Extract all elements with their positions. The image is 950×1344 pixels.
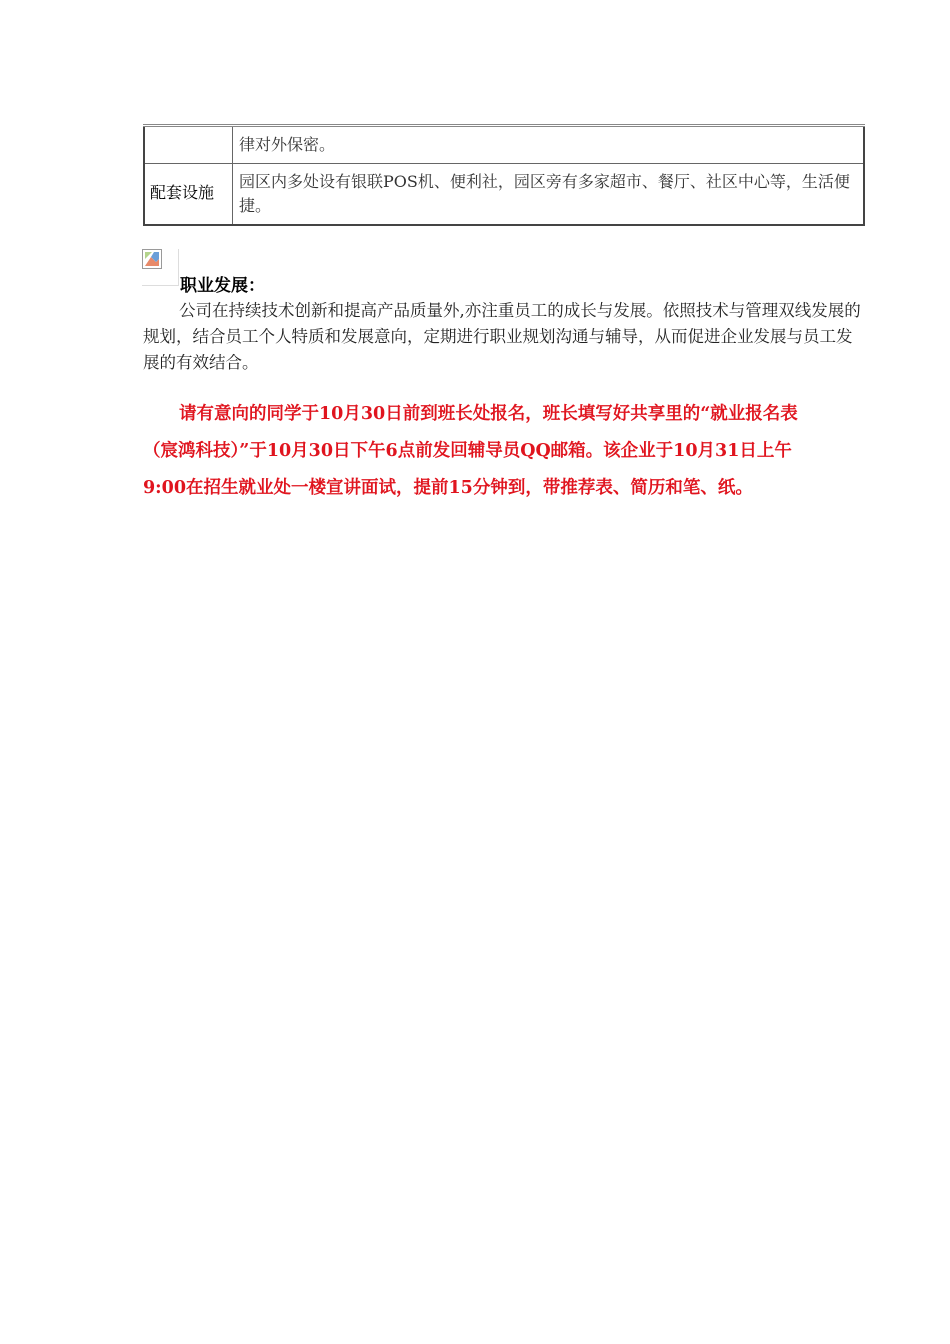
registration-notice: 请有意向的同学于10月30日前到班长处报名，班长填写好共享里的“就业报名表（宸鸿科技）”于10月30日下午6点前发回辅导员QQ邮箱。该企业于10月31日上午9:00在招生就业处一楼宣讲面试，提前15分钟到，带推荐表、简历和笔、纸。 xyxy=(143,404,798,498)
table-label-cell xyxy=(144,126,233,164)
career-paragraph: 公司在持续技术创新和提高产品质量外,亦注重员工的成长与发展。依照技术与管理双线发展的规划，结合员工个人特质和发展意向，定期进行职业规划沟通与辅导，从而促进企业发展与员工发展的有效结合。 xyxy=(143,301,861,372)
facilities-label: 配套设施 xyxy=(144,164,233,226)
facilities-value: 园区内多处设有银联POS机、便利社，园区旁有多家超市、餐厅、社区中心等，生活便捷。 xyxy=(233,164,865,226)
table-row xyxy=(144,126,864,164)
table-value-cell: 律对外保密。 xyxy=(233,126,865,164)
broken-image-icon xyxy=(142,249,179,286)
section-heading: 职业发展： xyxy=(180,276,265,296)
table-row xyxy=(144,164,864,226)
info-table xyxy=(143,124,865,226)
